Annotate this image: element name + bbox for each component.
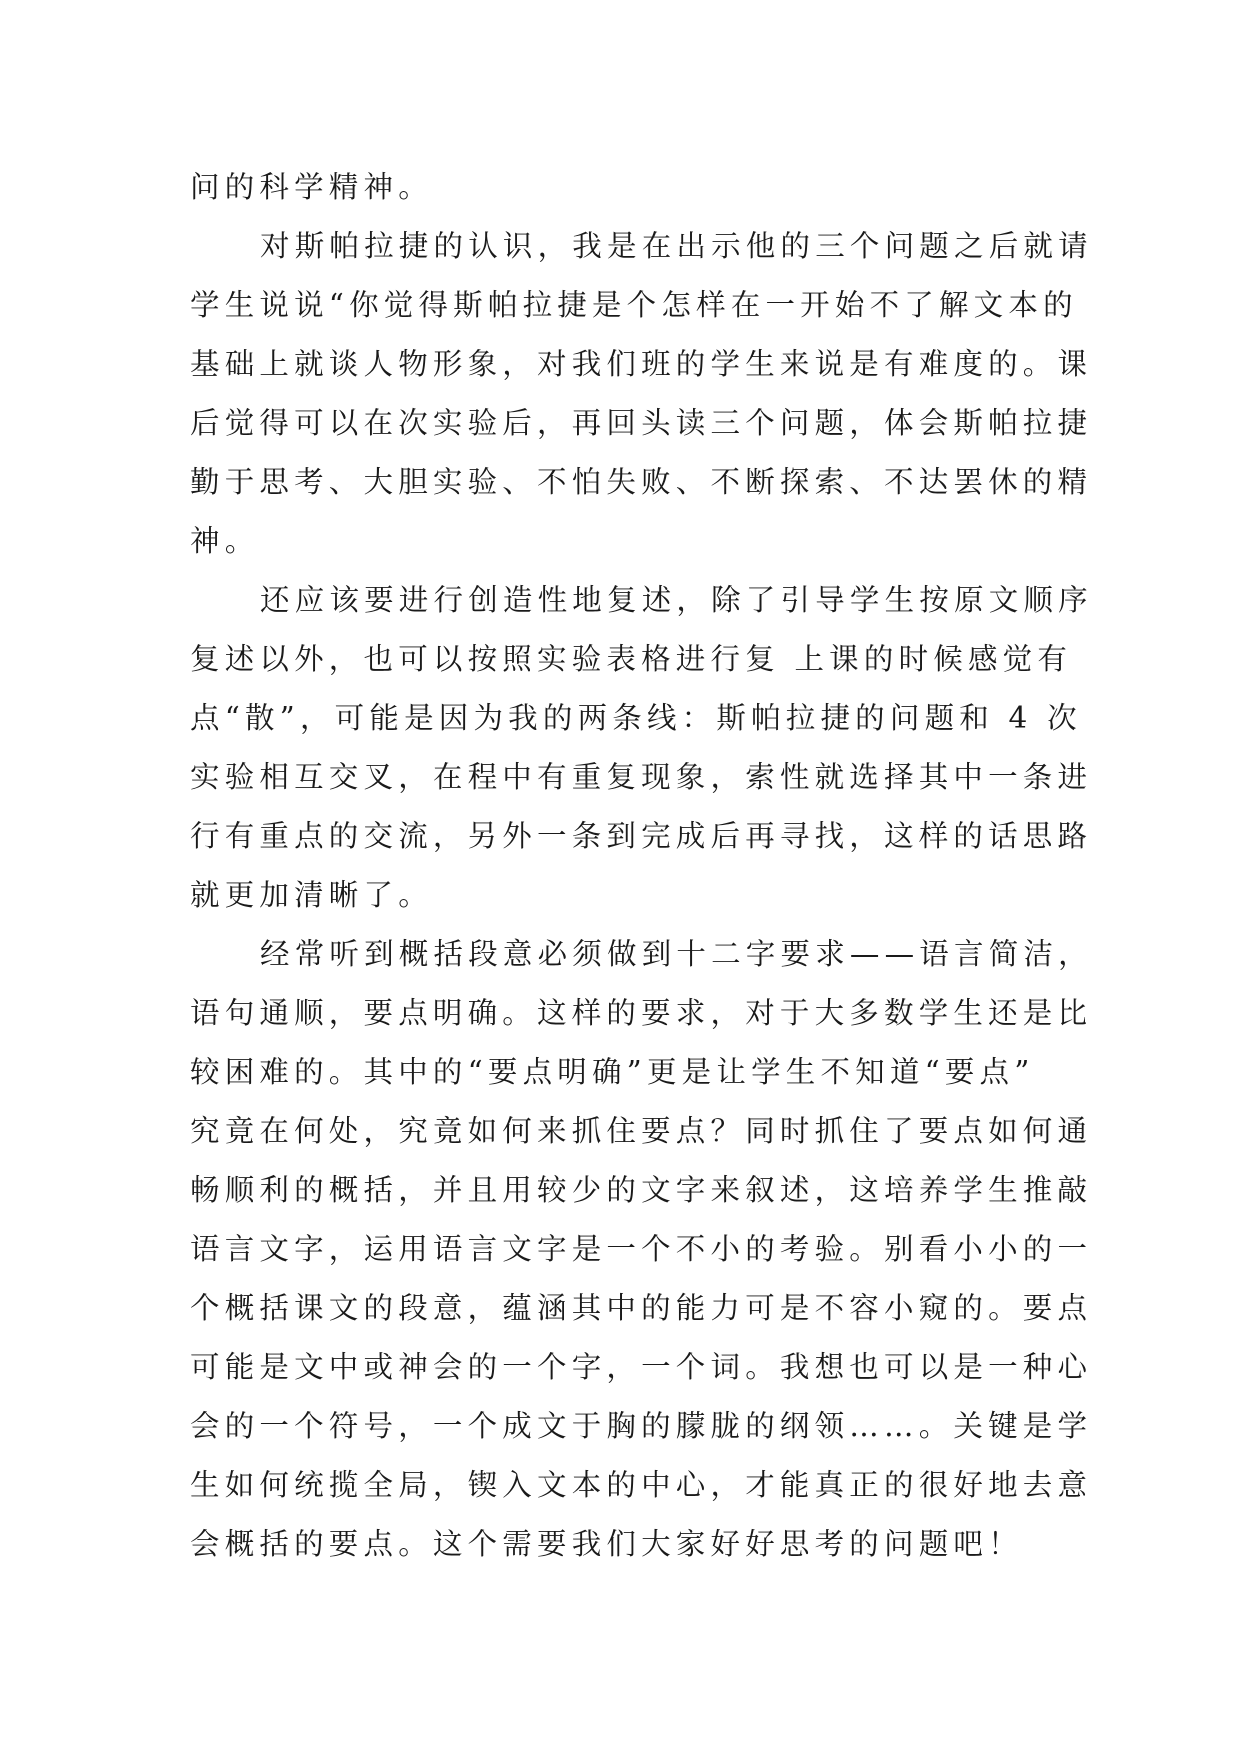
- paragraph-start-line: 经常听到概括段意必须做到十二字要求——语言简洁，: [260, 937, 1093, 971]
- text-line: 语句通顺，要点明确。这样的要求，对于大多数学生还是比: [190, 996, 1093, 1030]
- text-line: 会的一个符号，一个成文于胸的朦胧的纲领……。关键是学: [190, 1409, 1093, 1443]
- text-line: 问的科学精神。: [190, 170, 433, 204]
- text-line: 会概括的要点。这个需要我们大家好好思考的问题吧！: [190, 1527, 1023, 1561]
- text-line: 基础上就谈人物形象，对我们班的学生来说是有难度的。课: [190, 347, 1093, 381]
- document-body: [190, 158, 1093, 1574]
- text-line: 究竟在何处，究竟如何来抓住要点？同时抓住了要点如何通: [190, 1114, 1093, 1148]
- text-line: 实验相互交叉，在程中有重复现象，索性就选择其中一条进: [190, 760, 1093, 794]
- text-line: 生如何统揽全局，锲入文本的中心，才能真正的很好地去意: [190, 1468, 1093, 1502]
- text-line: 后觉得可以在次实验后，再回头读三个问题，体会斯帕拉捷: [190, 406, 1093, 440]
- text-line: 可能是文中或神会的一个字，一个词。我想也可以是一种心: [190, 1350, 1093, 1384]
- paragraph-start-line: 对斯帕拉捷的认识，我是在出示他的三个问题之后就请: [260, 229, 1093, 263]
- paragraph-start-line: 还应该要进行创造性地复述，除了引导学生按原文顺序: [260, 583, 1093, 617]
- text-line: 个概括课文的段意，蕴涵其中的能力可是不容小窥的。要点: [190, 1291, 1093, 1325]
- text-line: 就更加清晰了。: [190, 878, 433, 912]
- text-line: 勤于思考、大胆实验、不怕失败、不断探索、不达罢休的精: [190, 465, 1093, 499]
- text-line: 畅顺利的概括，并且用较少的文字来叙述，这培养学生推敲: [190, 1173, 1093, 1207]
- text-line: 语言文字，运用语言文字是一个不小的考验。别看小小的一: [190, 1232, 1093, 1266]
- text-line: 点“散”，可能是因为我的两条线：斯帕拉捷的问题和 4 次: [190, 701, 1082, 735]
- text-line: 神。: [190, 524, 260, 558]
- text-line: 较困难的。其中的“要点明确”更是让学生不知道“要点”: [190, 1055, 1035, 1089]
- text-line: 复述以外，也可以按照实验表格进行复 上课的时候感觉有: [190, 642, 1073, 676]
- text-line: 学生说说“你觉得斯帕拉捷是个怎样在一开始不了解文本的: [190, 288, 1078, 322]
- text-line: 行有重点的交流，另外一条到完成后再寻找，这样的话思路: [190, 819, 1093, 853]
